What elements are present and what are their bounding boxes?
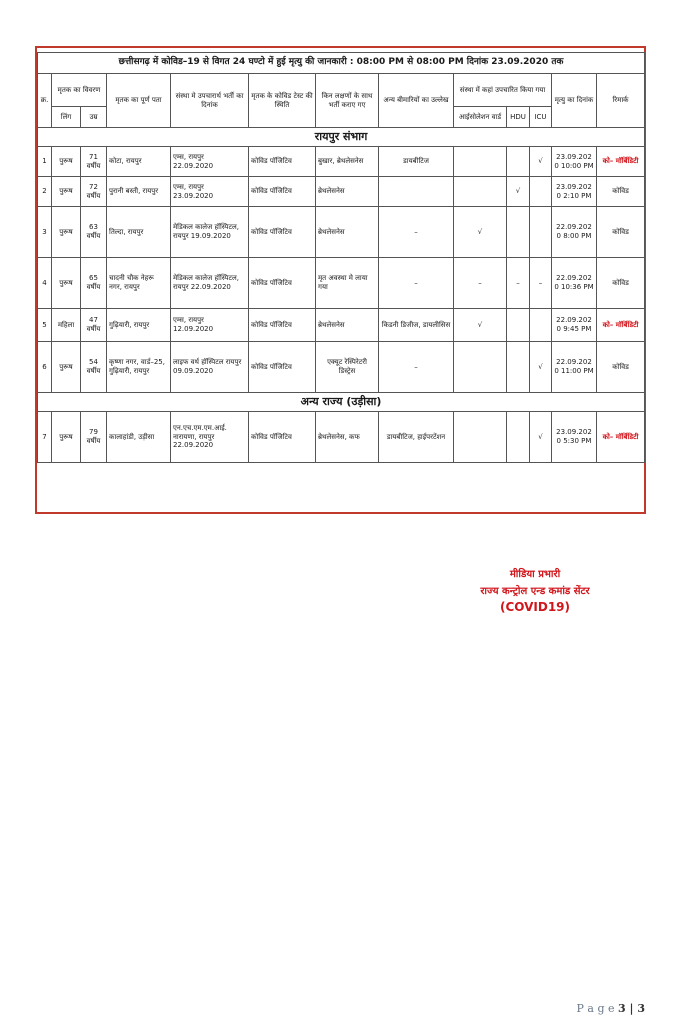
cell-status: कोविड पॉजिटिव — [249, 309, 316, 342]
footer-label: P a g e — [576, 1002, 615, 1015]
cell-sno: 6 — [38, 342, 52, 393]
cell-gender: पुरूष — [52, 177, 81, 207]
cell-age: 47 वर्षीय — [81, 309, 107, 342]
cell-admit: एम्स, रायपुर 12.09.2020 — [171, 309, 249, 342]
cell-sno: 5 — [38, 309, 52, 342]
cell-death: 23.09.2020 2:10 PM — [552, 177, 597, 207]
cell-address: पुरानी बस्ती, रायपुर — [107, 177, 171, 207]
cell-gender: पुरूष — [52, 258, 81, 309]
cell-admit: मेडिकल कालेज हॉस्पिटल, रायपुर 22.09.2020 — [171, 258, 249, 309]
cell-other: – — [379, 207, 454, 258]
table-row — [38, 412, 645, 463]
cell-status: कोविड पॉजिटिव — [249, 258, 316, 309]
cell-admit: मेडिकल कालेज हॉस्पिटल, रायपुर 19.09.2020 — [171, 207, 249, 258]
cell-iso: √ — [454, 207, 507, 258]
header-address: मृतक का पूर्ण पता — [107, 74, 171, 128]
section-raipur: रायपुर संभाग — [38, 128, 645, 147]
cell-admit: एम्स, रायपुर 22.09.2020 — [171, 147, 249, 177]
cell-admit: एम्स, रायपुर 23.09.2020 — [171, 177, 249, 207]
header-covid-status: मृतक के कोविड टेस्ट की स्थिति — [249, 74, 316, 128]
cell-address: कालाहांडी, उड़ीसा — [107, 412, 171, 463]
cell-other: किडनी डिजीज, डायलीसिस — [379, 309, 454, 342]
cell-iso — [454, 342, 507, 393]
header-icu: ICU — [530, 107, 552, 128]
cell-other: – — [379, 342, 454, 393]
cell-death: 22.09.2020 11:00 PM — [552, 342, 597, 393]
cell-remark: को– मॉर्बिडिटी — [597, 412, 645, 463]
header-hdu: HDU — [507, 107, 530, 128]
cell-icu: √ — [530, 342, 552, 393]
cell-iso — [454, 177, 507, 207]
cell-status: कोविड पॉजिटिव — [249, 207, 316, 258]
cell-other: डायबीटिज — [379, 147, 454, 177]
table-row — [38, 309, 645, 342]
table-row — [38, 207, 645, 258]
signature-covid: (COVID19) — [499, 600, 571, 614]
header-admit-date: संस्था मे उपचारार्थ भर्ती का दिनांक — [171, 74, 249, 128]
cell-hdu — [507, 147, 530, 177]
cell-address: कोटा, रायपुर — [107, 147, 171, 177]
cell-remark: कोविड — [597, 258, 645, 309]
cell-gender: पुरूष — [52, 207, 81, 258]
cell-iso: – — [454, 258, 507, 309]
cell-age: 65 वर्षीय — [81, 258, 107, 309]
cell-sno: 2 — [38, 177, 52, 207]
cell-death: 22.09.2020 10:36 PM — [552, 258, 597, 309]
header-symptoms: किन लक्षणों के साथ भर्ती कराए गए — [316, 74, 379, 128]
cell-death: 22.09.2020 8:00 PM — [552, 207, 597, 258]
cell-age: 71 वर्षीय — [81, 147, 107, 177]
header-age: उम्र — [81, 107, 107, 128]
cell-symptoms: ब्रेथलेसनेस — [316, 177, 379, 207]
cell-other: – — [379, 258, 454, 309]
cell-gender: पुरूष — [52, 342, 81, 393]
cell-address: चादनी चौक नेहरू नगर, रायपुर — [107, 258, 171, 309]
cell-icu — [530, 309, 552, 342]
cell-gender: महिला — [52, 309, 81, 342]
section-other-state: अन्य राज्य (उड़ीसा) — [38, 393, 645, 412]
cell-sno: 7 — [38, 412, 52, 463]
cell-death: 23.09.2020 5:30 PM — [552, 412, 597, 463]
header-other-diseases: अन्य बीमारियों का उल्लेख — [379, 74, 454, 128]
cell-icu: √ — [530, 412, 552, 463]
cell-remark: कोविड — [597, 342, 645, 393]
cell-age: 79 वर्षीय — [81, 412, 107, 463]
cell-admit: लाइफ वर्थ हॉस्पिटल रायपुर 09.09.2020 — [171, 342, 249, 393]
cell-address: कृष्णा नगर, वार्ड–25, गुढ़ियारी, रायपुर — [107, 342, 171, 393]
cell-iso — [454, 412, 507, 463]
cell-icu — [530, 177, 552, 207]
cell-symptoms: ब्रेथलेसनेस — [316, 309, 379, 342]
cell-age: 63 वर्षीय — [81, 207, 107, 258]
cell-hdu: √ — [507, 177, 530, 207]
cell-sno: 3 — [38, 207, 52, 258]
cell-symptoms: एक्यूट रेस्पिरेटरी डिस्ट्रेस — [316, 342, 379, 393]
cell-age: 54 वर्षीय — [81, 342, 107, 393]
cell-icu: √ — [530, 147, 552, 177]
footer-page-number: 3 | 3 — [618, 1002, 645, 1015]
cell-hdu — [507, 309, 530, 342]
cell-iso — [454, 147, 507, 177]
table-title: छत्तीसगढ़ में कोविड–19 से विगत 24 घण्टो में हुई मृत्यु की जानकारी : 08:00 PM से 08:00 PM दिनांक 23.09.2020 तक — [38, 53, 645, 74]
cell-hdu — [507, 412, 530, 463]
header-death-date: मृत्यु का दिनांक — [552, 74, 597, 128]
header-treatment-place: संस्था में कहां उपचारित किया गया — [454, 74, 552, 107]
cell-age: 72 वर्षीय — [81, 177, 107, 207]
cell-other: डायबीटिज, हाईपरटेंशन — [379, 412, 454, 463]
cell-status: कोविड पॉजिटिव — [249, 412, 316, 463]
table-row — [38, 258, 645, 309]
cell-iso: √ — [454, 309, 507, 342]
header-isolation: आईसोलेशन वार्ड — [454, 107, 507, 128]
mortality-table — [37, 52, 645, 463]
cell-admit: एन.एच.एम.एम.आई. नारायणा, रायपुर 22.09.2020 — [171, 412, 249, 463]
cell-death: 23.09.2020 10:00 PM — [552, 147, 597, 177]
cell-symptoms: बुखार, ब्रेथलेसनेस — [316, 147, 379, 177]
cell-symptoms: ब्रेथलेसनेस — [316, 207, 379, 258]
signature-title: मीडिया प्रभारी — [509, 569, 561, 580]
cell-hdu — [507, 342, 530, 393]
cell-symptoms: मृत अवस्था मे लाया गया — [316, 258, 379, 309]
cell-icu — [530, 207, 552, 258]
table-row — [38, 342, 645, 393]
cell-icu: – — [530, 258, 552, 309]
cell-remark: कोविड — [597, 207, 645, 258]
cell-remark: को– मॉर्बिडिटी — [597, 309, 645, 342]
cell-status: कोविड पॉजिटिव — [249, 147, 316, 177]
cell-hdu — [507, 207, 530, 258]
cell-other — [379, 177, 454, 207]
table-row — [38, 177, 645, 207]
cell-gender: पुरूष — [52, 147, 81, 177]
cell-hdu: – — [507, 258, 530, 309]
page-footer — [577, 1002, 645, 1015]
cell-symptoms: ब्रेथलेसनेस, कफ — [316, 412, 379, 463]
cell-status: कोविड पॉजिटिव — [249, 177, 316, 207]
cell-address: तिल्दा, रायपुर — [107, 207, 171, 258]
cell-death: 22.09.2020 9:45 PM — [552, 309, 597, 342]
cell-sno: 4 — [38, 258, 52, 309]
header-deceased-desc: मृतक का विवरण — [52, 74, 107, 107]
signature-org: राज्य कन्ट्रोल एन्ड कमांड सेंटर — [480, 586, 590, 597]
cell-address: गुढ़ियारी, रायपुर — [107, 309, 171, 342]
cell-remark: को– मॉर्बिडिटी — [597, 147, 645, 177]
header-gender: लिंग — [52, 107, 81, 128]
cell-remark: कोविड — [597, 177, 645, 207]
header-remark: रिमार्क — [597, 74, 645, 128]
table-row — [38, 147, 645, 177]
header-sno: क्र. — [38, 74, 52, 128]
cell-status: कोविड पॉजिटिव — [249, 342, 316, 393]
cell-gender: पुरूष — [52, 412, 81, 463]
cell-sno: 1 — [38, 147, 52, 177]
